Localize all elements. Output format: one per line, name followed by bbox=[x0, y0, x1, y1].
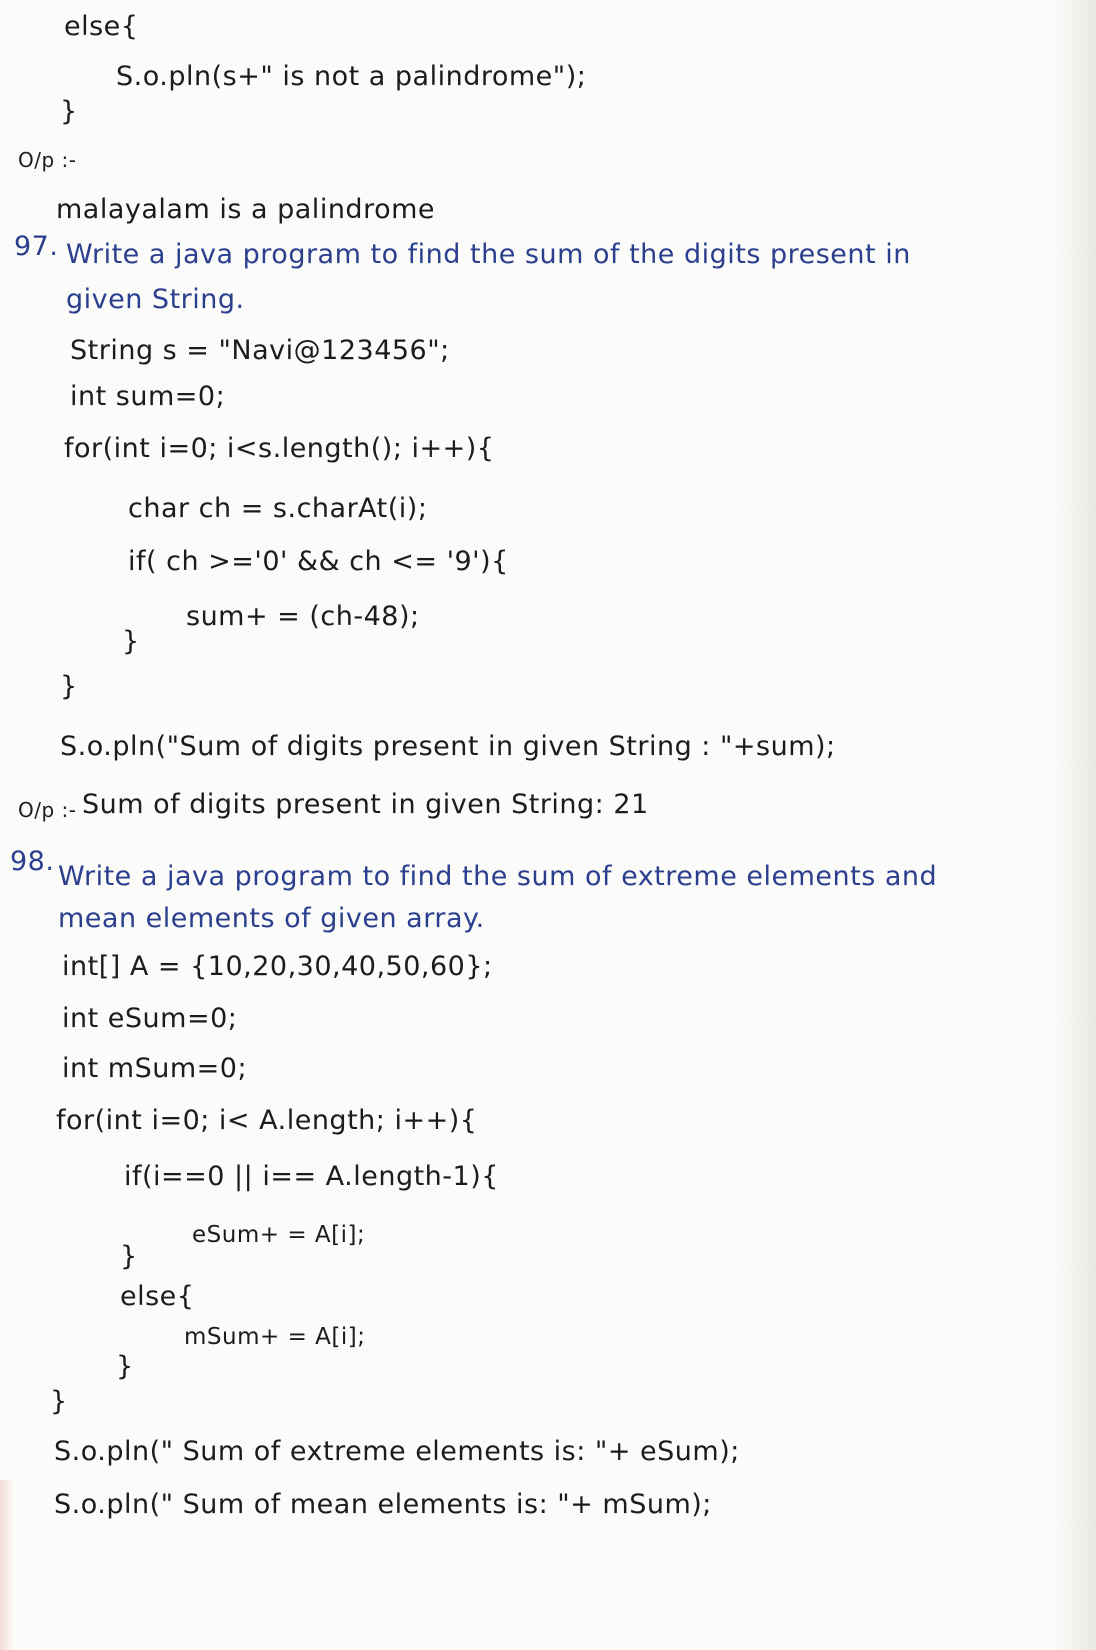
output-label: O/p :- bbox=[18, 798, 77, 822]
output-line: Sum of digits present in given String: 21 bbox=[82, 789, 649, 820]
code-line: } bbox=[50, 1386, 68, 1417]
code-line: char ch = s.charAt(i); bbox=[128, 493, 428, 524]
code-line: } bbox=[60, 671, 78, 702]
question-number: 98. bbox=[10, 846, 55, 877]
code-line: } bbox=[116, 1351, 134, 1382]
question-text: mean elements of given array. bbox=[58, 903, 485, 934]
code-line: S.o.pln(" Sum of extreme elements is: "+ eSum); bbox=[54, 1436, 740, 1467]
output-line: malayalam is a palindrome bbox=[56, 194, 436, 225]
code-line: int mSum=0; bbox=[62, 1053, 248, 1084]
code-line: sum+ = (ch-48); bbox=[186, 601, 420, 632]
code-line: eSum+ = A[i]; bbox=[192, 1222, 366, 1248]
code-line: for(int i=0; i< A.length; i++){ bbox=[56, 1105, 478, 1136]
question-number: 97. bbox=[14, 231, 59, 262]
code-line: mSum+ = A[i]; bbox=[184, 1324, 366, 1350]
code-line: S.o.pln(s+" is not a palindrome"); bbox=[116, 61, 587, 92]
code-line: if(i==0 || i== A.length-1){ bbox=[124, 1161, 499, 1192]
code-line: if( ch >='0' && ch <= '9'){ bbox=[128, 546, 509, 577]
paper-stain bbox=[0, 1480, 14, 1650]
code-line: S.o.pln(" Sum of mean elements is: "+ mSum); bbox=[54, 1489, 712, 1520]
question-text: Write a java program to find the sum of extreme elements and bbox=[58, 861, 938, 892]
code-line: String s = "Navi@123456"; bbox=[70, 335, 450, 366]
code-line: int eSum=0; bbox=[62, 1003, 238, 1034]
code-line: for(int i=0; i<s.length(); i++){ bbox=[64, 433, 495, 464]
output-label: O/p :- bbox=[18, 148, 77, 172]
code-line: int sum=0; bbox=[70, 381, 226, 412]
code-line: } bbox=[122, 626, 140, 657]
code-line: else{ bbox=[64, 11, 139, 42]
code-line: int[] A = {10,20,30,40,50,60}; bbox=[62, 951, 493, 982]
code-line: S.o.pln("Sum of digits present in given String : "+sum); bbox=[60, 731, 836, 762]
page-edge-shadow bbox=[1056, 0, 1096, 1650]
question-text: Write a java program to find the sum of the digits present in bbox=[66, 239, 911, 270]
code-line: else{ bbox=[120, 1281, 195, 1312]
question-text: given String. bbox=[66, 284, 245, 315]
code-line: } bbox=[120, 1241, 138, 1272]
code-line: } bbox=[60, 96, 78, 127]
